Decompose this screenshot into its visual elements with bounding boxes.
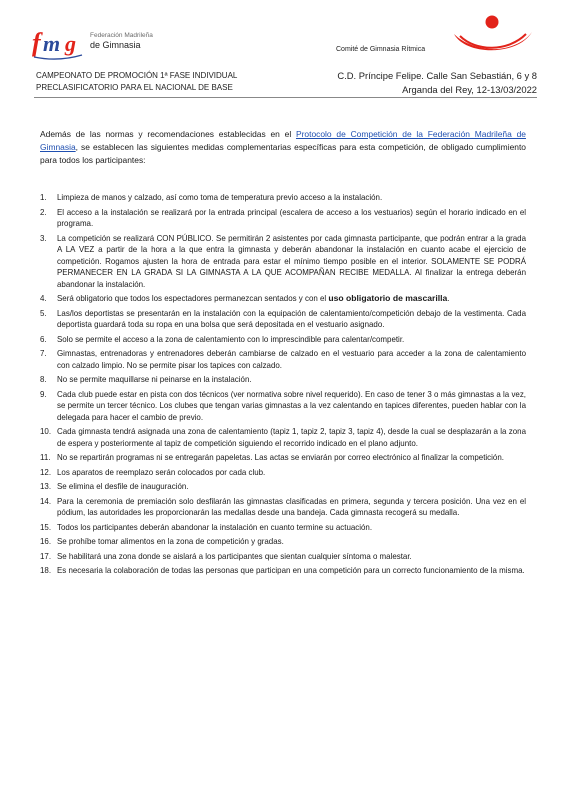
rhythmic-gymnastics-logo-icon xyxy=(446,12,538,64)
rule-number: 18. xyxy=(40,566,52,575)
rule-item xyxy=(40,348,526,371)
svg-text:m: m xyxy=(43,31,61,56)
rule-number: 13. xyxy=(40,482,52,491)
rule-text: Gimnastas, entrenadoras y entrenadores deberán cambiarse de calzado en el vestuario para acceder a la zona de calentamiento con calzado limpio. No se permite pisar los tapices con calzado. xyxy=(57,349,526,370)
svg-text:f: f xyxy=(32,28,41,57)
rule-number: 4. xyxy=(40,294,47,303)
rule-number: 7. xyxy=(40,349,47,358)
rule-text: El acceso a la instalación se realizará por la entrada principal (escalera de acceso a los vestuarios) según el horario indicado en el programa. xyxy=(57,207,526,228)
rule-item xyxy=(40,481,526,493)
rule-number: 12. xyxy=(40,467,52,477)
protocol-link[interactable]: Protocolo de Competición de la Federación Madrileña de Gimnasia xyxy=(40,129,526,152)
rule-item xyxy=(40,452,526,464)
intro-paragraph xyxy=(40,128,526,167)
fmg-logo-line1: Federación Madrileña xyxy=(90,32,153,39)
intro-text-before: Además de las normas y recomendaciones establecidas en el xyxy=(40,129,296,139)
venue-line1: C.D. Príncipe Felipe. Calle San Sebastián, 6 y 8 xyxy=(337,70,537,81)
rule-text: Se habilitará una zona donde se aislará a los participantes que sientan cualquier síntoma o malestar. xyxy=(57,551,412,561)
rule-text: Solo se permite el acceso a la zona de calentamiento con lo imprescindible para calentar/competir. xyxy=(57,334,405,344)
rule-item xyxy=(40,334,526,346)
rule-item xyxy=(40,233,526,291)
rule-text: Para la ceremonia de premiación solo desfilarán las gimnastas clasificadas en primera, segunda y tercera posición. Una vez en el pódium, las autoridades les proporcionarán las medallas desde una bandeja. Cada gimnasta recogerá su medalla. xyxy=(57,496,526,517)
event-title-line1: CAMPEONATO DE PROMOCIÓN 1ª FASE INDIVIDUAL xyxy=(36,71,238,80)
intro-text-after: , se establecen las siguientes medidas complementarias específicas para esta competición, de obligado cumplimiento para todos los participantes: xyxy=(40,142,526,165)
rule-emphasis: uso obligatorio de mascarilla xyxy=(328,293,448,303)
fmg-logo-icon xyxy=(30,24,86,60)
rule-text: Limpieza de manos y calzado, así como toma de temperatura previo acceso a la instalación. xyxy=(57,193,383,202)
rule-item xyxy=(40,207,526,230)
rule-text: Cada club puede estar en pista con dos técnicos (ver normativa sobre nivel requerido). En caso de tener 3 o más gimnastas a la vez, se permite un tercer técnico. Los clubes que tengan varias gimnastas a la vez calentando en tapices diferentes, pueden hablar con la delegada para hacer el cambio de previo. xyxy=(57,389,526,422)
rule-number: 15. xyxy=(40,522,52,532)
rule-item xyxy=(40,467,526,479)
rule-item xyxy=(40,389,526,424)
rule-item xyxy=(40,496,526,519)
committee-name: Comité de Gimnasia Rítmica xyxy=(336,46,426,53)
rule-text: Cada gimnasta tendrá asignada una zona de calentamiento (tapiz 1, tapiz 2, tapiz 3, tapiz 4), desde la cual se desplazarán a la zona de espera y posteriormente al tapiz de competición siguiendo el recorrido indicado en el plano adjunto. xyxy=(57,427,526,448)
venue-info xyxy=(337,69,537,96)
rules-list xyxy=(40,192,526,580)
rule-number: 6. xyxy=(40,334,47,344)
rule-number: 8. xyxy=(40,375,47,384)
rule-text: No se permite maquillarse ni peinarse en la instalación. xyxy=(57,375,252,384)
header-divider xyxy=(34,97,537,98)
rule-number: 16. xyxy=(40,537,52,546)
rule-item xyxy=(40,551,526,563)
rule-item xyxy=(40,293,526,305)
rule-text: Es necesaria la colaboración de todas las personas que participan en una competición para un correcto funcionamiento de la misma. xyxy=(57,566,525,575)
rule-item xyxy=(40,192,526,204)
rule-number: 5. xyxy=(40,308,47,318)
rule-number: 3. xyxy=(40,233,47,243)
venue-line2: Arganda del Rey, 12-13/03/2022 xyxy=(402,83,537,95)
rule-number: 11. xyxy=(40,453,51,462)
rule-text: Todos los participantes deberán abandonar la instalación en cuanto termine su actuación. xyxy=(57,522,373,532)
rule-number: 14. xyxy=(40,496,52,506)
rule-text: Se elimina el desfile de inauguración. xyxy=(57,482,189,491)
rule-number: 17. xyxy=(40,551,52,561)
rule-text: Los aparatos de reemplazo serán colocados por cada club. xyxy=(57,467,266,477)
rule-text: Se prohíbe tomar alimentos en la zona de competición y gradas. xyxy=(57,537,284,546)
fmg-logo xyxy=(30,24,170,62)
rule-number: 9. xyxy=(40,389,47,399)
fmg-logo-line2: de Gimnasia xyxy=(90,40,141,50)
rule-item xyxy=(40,536,526,548)
event-title xyxy=(36,70,237,94)
rule-item xyxy=(40,426,526,449)
rule-text: Será obligatorio que todos los espectadores permanezcan sentados y con el xyxy=(57,294,329,303)
rule-text: La competición se realizará CON PÚBLICO. Se permitirán 2 asistentes por cada gimnasta participante, que podrán entrar a la grada A LA VEZ a partir de la hora a la que entra la gimnasta y deberán abandonar la instalación en cuanto acabe el ejercicio de competición. Rogamos ajusten la hora de entrada para estar el mínimo tiempo posible en el interior. SOLAMENTE SE PODRÁ PERMANECER EN LA GRADA SI LA GIMNASTA A LA QUE ACOMPAÑAN RECIBE MEDALLA. Al finalizar la entrega deberán abandonar la instalación. xyxy=(57,233,526,289)
svg-text:g: g xyxy=(65,31,76,56)
rule-number: 10. xyxy=(40,427,52,436)
rule-text: No se repartirán programas ni se entregarán papeletas. Las actas se enviarán por correo electrónico al finalizar la competición. xyxy=(57,453,504,462)
rule-number: 1. xyxy=(40,193,47,202)
rule-item xyxy=(40,308,526,331)
rule-item xyxy=(40,565,526,577)
rule-text: Las/los deportistas se presentarán en la instalación con la equipación de calentamiento/competición debajo de la vestimenta. Cada deportista guardará toda su ropa en una bolsa que será depositada en el vestuario asignado. xyxy=(57,308,526,329)
event-title-line2: PRECLASIFICATORIO PARA EL NACIONAL DE BASE xyxy=(36,83,233,92)
rule-item xyxy=(40,522,526,534)
rule-number: 2. xyxy=(40,207,47,217)
rule-item xyxy=(40,374,526,386)
rule-text-end: . xyxy=(447,294,450,303)
